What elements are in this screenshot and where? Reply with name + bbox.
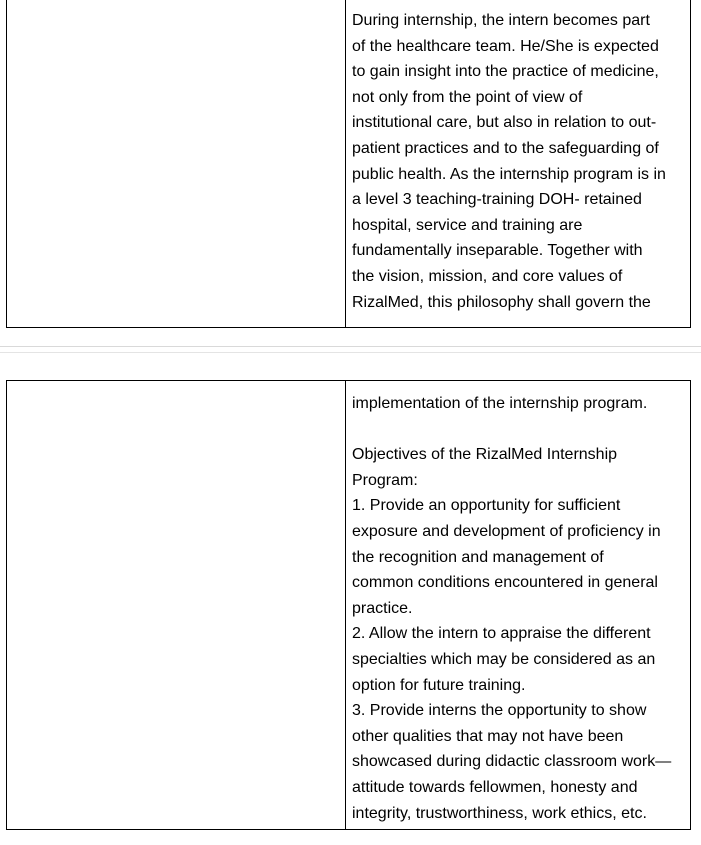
objective-line: exposure and development of proficiency in xyxy=(352,522,661,540)
text-line: hospital, service and training are xyxy=(352,216,583,234)
text-line: of the healthcare team. He/She is expected xyxy=(352,37,659,55)
objective-line: option for future training. xyxy=(352,676,526,694)
page-break-line xyxy=(0,352,701,353)
objective-line: 1. Provide an opportunity for sufficient xyxy=(352,497,621,515)
objective-line: 2. Allow the intern to appraise the different xyxy=(352,625,651,643)
document-page-bottom xyxy=(0,366,701,845)
text-line: not only from the point of view of xyxy=(352,88,583,106)
text-line: fundamentally inseparable. Together with xyxy=(352,242,643,260)
text-line: to gain insight into the practice of medicine, xyxy=(352,63,659,81)
objective-line: integrity, trustworthiness, work ethics, etc. xyxy=(352,804,647,822)
blank-line xyxy=(352,417,684,443)
text-line: RizalMed, this philosophy shall govern the xyxy=(352,293,651,311)
objectives-heading: Objectives of the RizalMed Internship xyxy=(352,446,618,464)
text-line: a level 3 teaching-training DOH- retained xyxy=(352,191,642,209)
page-break xyxy=(0,338,701,366)
empty-left-cell xyxy=(7,381,346,830)
objective-line: 3. Provide interns the opportunity to show xyxy=(352,702,647,720)
objective-line: showcased during didactic classroom work— xyxy=(352,753,672,771)
objective-line: other qualities that may not have been xyxy=(352,727,624,745)
content-table-top xyxy=(6,0,691,328)
philosophy-text xyxy=(346,0,690,327)
objective-line: practice. xyxy=(352,599,413,617)
objective-line: specialties which may be considered as an xyxy=(352,650,656,668)
objective-line: the recognition and management of xyxy=(352,548,604,566)
empty-left-cell xyxy=(7,0,346,328)
objectives-heading: Program: xyxy=(352,471,418,489)
text-line: During internship, the intern becomes part xyxy=(352,12,650,29)
objectives-text xyxy=(346,381,690,829)
objectives-cell xyxy=(346,381,691,830)
text-line: institutional care, but also in relation to out- xyxy=(352,114,657,132)
objective-line: attitude towards fellowmen, honesty and xyxy=(352,778,638,796)
table-row xyxy=(7,381,691,830)
philosophy-cell xyxy=(346,0,691,328)
continuation-line: implementation of the internship program. xyxy=(352,395,648,412)
page-break-line xyxy=(0,346,701,347)
text-line: public health. As the internship program is in xyxy=(352,165,666,183)
text-line: the vision, mission, and core values of xyxy=(352,267,623,285)
text-line: patient practices and to the safeguarding of xyxy=(352,139,659,157)
content-table-bottom xyxy=(6,380,691,830)
objective-line: common conditions encountered in general xyxy=(352,574,658,592)
table-row xyxy=(7,0,691,328)
document-page-top xyxy=(0,0,701,338)
